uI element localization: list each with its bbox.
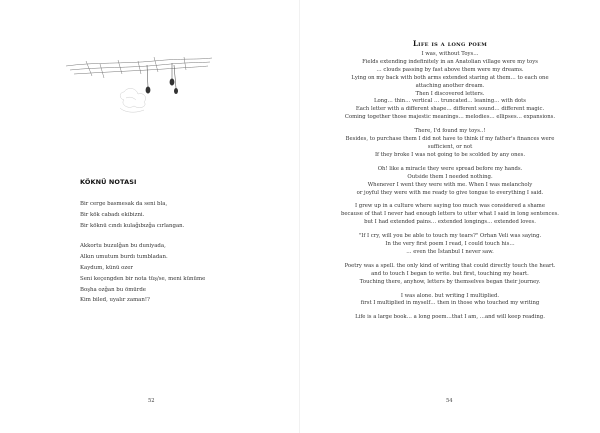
poem-line: Kaydum, künü ozer xyxy=(80,264,133,271)
poem-line: sufficient, or not xyxy=(427,143,473,150)
poem-line: Then I discovered letters. xyxy=(415,90,485,97)
poem-line: or joyful they were with me ready to give tongue to everything I said. xyxy=(356,189,544,196)
poem-line: and to touch I began to write. but first, touching my heart. xyxy=(371,270,529,277)
poem-line: Alkın umutum burdı tumbladan. xyxy=(80,254,168,261)
poem-line: If they broke I was not going to be scolded by any ones. xyxy=(374,151,526,158)
poem-title: KÖKNÜ NOTASI xyxy=(80,178,137,186)
poem-line: Bir kök cabadı ekibizni. xyxy=(80,211,145,218)
poem-line: Outside them I needed nothing. xyxy=(407,173,493,180)
page-number: 52 xyxy=(148,398,155,404)
poem-line: There, I'd found my toys..! xyxy=(414,128,486,135)
poem-line: Akkortu buzulğan bu duniyada, xyxy=(80,243,166,250)
poem-line: … even the İstanbul I never saw. xyxy=(406,248,494,255)
poem-line: "If I cry, will you be able to touch my tears?" Orhan Veli was saying. xyxy=(358,233,542,240)
poem-line: Long… thin… vertical … truncated… leaning… with dots xyxy=(373,98,527,105)
page-number: 54 xyxy=(446,398,453,404)
poem-line: attaching another dream. xyxy=(415,82,485,89)
poem-line: Kim biled, uyalır zaman!? xyxy=(80,297,150,304)
poem-line: Poetry was a spell. the only kind of writing that could directly touch the heart. xyxy=(344,262,556,269)
poem-line: Whenever I went they were with me. When I was melancholy xyxy=(367,181,533,188)
poem-line: … clouds passing by fast above them were my dreams. xyxy=(376,66,524,73)
poem-line: Touching there, anyhow, letters by themselves began their journey. xyxy=(359,278,541,285)
poem-line: Oh! like a miracle they were spread before my hands. xyxy=(377,165,523,172)
poem-line: but I had extended pains… extended longings… extended loves. xyxy=(364,219,536,226)
poem-line: Life is a large book… a long poem…that I am, …and will keep reading. xyxy=(355,314,545,321)
poem-line: because of that I never had enough letters to utter what I said in long sentences. xyxy=(341,211,559,218)
poem-line: first I multiplied in myself… then in those who touched my writing xyxy=(360,300,540,307)
poem-line: Coming together those majestic meanings… melodies… ellipses… expansions. xyxy=(344,114,556,121)
poem-line: Besides, to purchase them I did not have to think if my father's finances were xyxy=(345,136,555,143)
poem-line: Boşha ozğan bu ömürde xyxy=(80,286,146,293)
poem-line: Bir cerge basmesak da seni bla, xyxy=(80,201,168,207)
poem-line: Fields extending indefinitely in an Anatolian village were my toys xyxy=(362,58,538,65)
poem-line: Each letter with a different shape… different sound… different magic. xyxy=(355,106,545,113)
poem-line: I was, without Toys… xyxy=(421,51,479,57)
poem-body xyxy=(318,51,582,322)
poem-line: In the very first poem I read, I could touch his… xyxy=(385,241,515,248)
poem-line: Seni keçengden bir nota tüş/se, meni künüme xyxy=(80,275,206,282)
poem-title: Life is a long poem xyxy=(412,39,488,48)
branch-illustration xyxy=(64,52,214,122)
poem-line: Bir köknü cındı kulağıbızğa cırlangan. xyxy=(80,222,185,229)
poem-line: Lying on my back with both arms extended staring at them… to each one xyxy=(351,74,549,81)
poem-body xyxy=(80,199,205,306)
poem-line: I grew up in a culture where saying too much was considered a shame xyxy=(355,203,545,210)
poem-line: I was alone. but writing I multiplied. xyxy=(400,292,500,299)
